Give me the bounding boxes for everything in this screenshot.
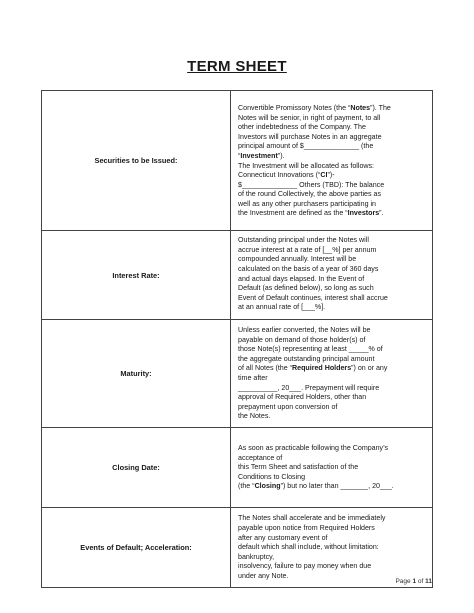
defined-term: Investors [347,209,380,218]
defined-term: Closing [254,482,281,491]
defined-term: Notes [350,103,371,112]
row-content [231,508,433,588]
text-segment: ”. [379,209,384,218]
defined-term: CI [320,171,328,180]
row-label: Securities to be Issued: [42,91,231,231]
text-segment: Outstanding principal under the Notes will accrue interest at a rate of [__%] per annum compounded annually. Interest will be calculated on the basis of a year of 360 days and actual days elapsed. In the Event of Default (as defined below), so long as such Event of Default continues, interest shall accrue at an annual rate of [___%]. [238,236,388,312]
text-segment: ”)- $______________ Others (TBD): The balance of the round Collectively, the above parties as well as any other purchasers participating in the Investment are defined as the “ [238,171,385,218]
text-segment: ”). The Notes will be senior, in right of payment, to all other indebtedness of the Company. The Investors will purchase Notes in an aggregate principal amount of $______________ (the “ [238,103,391,160]
row-content [231,91,433,231]
table-row [42,231,433,320]
table-row [42,508,433,588]
document-title: TERM SHEET [187,58,287,75]
text-segment: ”). The Investment will be allocated as follows: Connecticut Innovations (“ [238,151,375,180]
current-page: 1 [412,578,417,585]
text-segment: As soon as practicable following the Company’s acceptance of this Term Sheet and satisfaction of the Conditions to Closing (the “ [238,444,389,491]
row-label: Closing Date: [42,428,231,508]
term-sheet-table [41,90,433,588]
row-content [231,231,433,320]
total-pages: 11 [425,578,432,585]
page-label: Page [395,578,413,585]
row-content [231,428,433,508]
text-segment: Unless earlier converted, the Notes will be payable on demand of those holder(s) of those Note(s) representing at least _____% of the aggregate outstanding principal amount of all Notes (the “ [238,326,383,373]
page-separator: of [416,578,426,585]
text-segment: ”) but no later than _______, 20___. [280,482,394,491]
text-segment: Convertible Promissory Notes (the “ [238,103,351,112]
row-label: Interest Rate: [42,231,231,320]
row-label: Maturity: [42,320,231,428]
defined-term: Investment [240,151,278,160]
table-row [42,320,433,428]
row-label: Events of Default; Acceleration: [42,508,231,588]
table-row [42,428,433,508]
defined-term: Required Holders [292,364,352,373]
text-segment: The Notes shall accelerate and be immediately payable upon notice from Required Holders after any customary event of default which shall include, without limitation: bankruptcy, insolvency, failure to pay money when due under any Note. [238,514,386,580]
page-number [395,578,432,585]
text-segment: ”) on or any time after __________, 20___. Prepayment will require approval of Required Holders, other than prepayment upon conversion of the Notes. [238,364,388,421]
row-content [231,320,433,428]
table-row [42,91,433,231]
